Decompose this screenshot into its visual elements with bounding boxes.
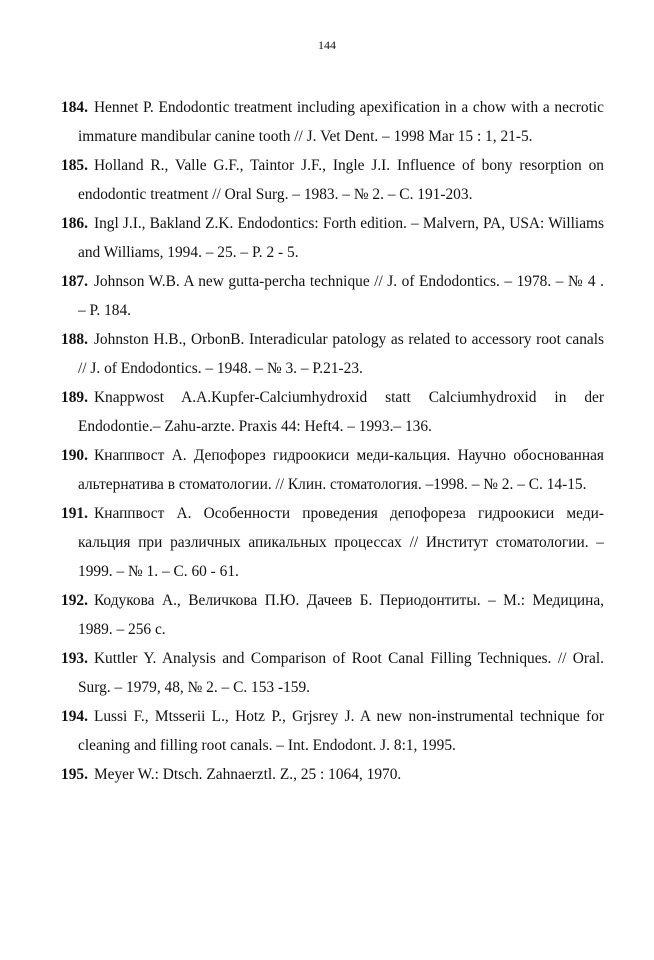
page-number: 144: [318, 38, 336, 52]
reference-number: 191.: [61, 505, 88, 522]
reference-item: [61, 441, 604, 499]
reference-text: Lussi F., Mtsserii L., Hotz P., Grjsrey J. A new non-instrumental technique for cleaning and filling root canals. – Int. Endodont. J. 8:1, 1995.: [78, 708, 604, 754]
reference-text: Кодукова А., Величкова П.Ю. Дачеев Б. Периодонтиты. – М.: Медицина, 1989. – 256 с.: [78, 592, 604, 638]
reference-item: [61, 499, 604, 586]
reference-number: 187.: [61, 273, 88, 290]
reference-number: 195.: [61, 766, 88, 783]
reference-item: [61, 93, 604, 151]
reference-list: [61, 93, 604, 789]
reference-text: Meyer W.: Dtsch. Zahnaerztl. Z., 25 : 1064, 1970.: [93, 766, 402, 783]
reference-number: 190.: [61, 447, 88, 464]
reference-item: [61, 209, 604, 267]
reference-item: [61, 644, 604, 702]
reference-text: Ingl J.I., Bakland Z.K. Endodontics: Forth edition. – Malvern, PA, USA: Williams and Williams, 1994. – 25. – P. 2 - 5.: [78, 215, 604, 261]
reference-item: [61, 383, 604, 441]
reference-text: Hennet P. Endodontic treatment including apexification in a chow with a necrotic immature mandibular canine tooth // J. Vet Dent. – 1998 Mar 15 : 1, 21-5.: [78, 99, 604, 145]
reference-number: 185.: [61, 157, 88, 174]
reference-item: [61, 586, 604, 644]
reference-number: 193.: [61, 650, 88, 667]
reference-item: [61, 151, 604, 209]
reference-number: 186.: [61, 215, 88, 232]
reference-item: [61, 760, 604, 789]
reference-text: Holland R., Valle G.F., Taintor J.F., Ingle J.I. Influence of bony resorption on endodontic treatment // Oral Surg. – 1983. – № 2. – С. 191-203.: [78, 157, 604, 203]
reference-item: [61, 325, 604, 383]
reference-text: Кнаппвост А. Депофорез гидроокиси меди-кальция. Научно обоснованная альтернатива в стоматологии. // Клин. стоматология. –1998. – № 2. – С. 14-15.: [78, 447, 604, 493]
reference-item: [61, 267, 604, 325]
reference-text: Johnson W.B. A new gutta-percha technique // J. of Endodontics. – 1978. – № 4 . – P. 184.: [78, 273, 604, 319]
reference-number: 194.: [61, 708, 88, 725]
reference-number: 192.: [61, 592, 88, 609]
reference-number: 184.: [61, 99, 88, 116]
reference-number: 189.: [61, 389, 88, 406]
reference-text: Кнаппвост А. Особенности проведения депофореза гидроокиси меди-кальция при различных апикальных процессах // Институт стоматологии. – 1999. – № 1. – С. 60 - 61.: [78, 505, 604, 580]
reference-text: Johnston H.B., OrbonB. Interadicular patology as related to accessory root canals // J. of Endodontics. – 1948. – № 3. – P.21-23.: [78, 331, 604, 377]
reference-text: Knappwost A.A.Kupfer-Calciumhydroxid statt Calciumhydroxid in der Endodontie.– Zahu-arzte. Praxis 44: Heft4. – 1993.– 136.: [78, 389, 604, 435]
reference-number: 188.: [61, 331, 88, 348]
reference-text: Kuttler Y. Analysis and Comparison of Root Canal Filling Techniques. // Oral. Surg. – 1979, 48, № 2. – C. 153 -159.: [78, 650, 604, 696]
reference-item: [61, 702, 604, 760]
